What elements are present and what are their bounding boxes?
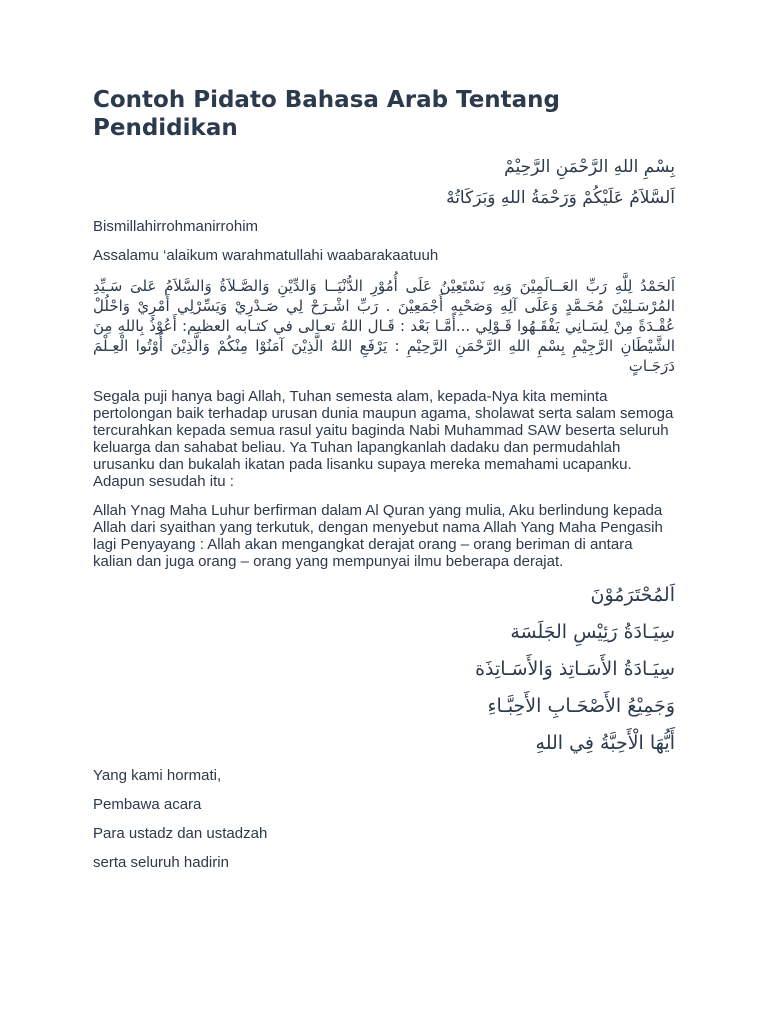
- salutation-arabic-list: [93, 582, 675, 756]
- muqaddimah-arabic: اَلحَمْدُ لِلَّهِ رَبِّ العَــالَمِيْنَ وَبِهِ نَسْتَعِيْنُ عَلَى أُمُوْرِ الدُّنْيَــا وَالدِّيْنِ وَالصَّـلاَةُ وَالسَّلاَمُ عَلىَ سَـيِّدِ المُرْسَـلِيْنَ مُحَـمَّدٍ وَعَلَى آلِهِ وَصَحْبِهِ أَجْمَعِيْنَ . رَبِّ اشْـرَحْ لِي صَـدْرِيْ وَيَسِّرْلِي أَمْرِيْ وَاحْلُلْ عُقْـدَةً مِنْ لِسَـانِي يَفْقَـهُوا قَـوْلِي ...أَمَّـا بَعْد : قَـال اللهُ تعـالى في كتـابه العظيم: أَعُوْذُ بِاللهِ مِنَ الشَّيْطَانِ الرَّجِيْمِ بِسْمِ اللهِ الرَّحْمَنِ الرَّحِيْمِ : يَرْفَعِ اللهُ الَّذِيْنَ آمَنُوْا مِنْكُمْ وَالَّذِيْنَ أُوْتُوا الْعِـلْمَ دَرَجَـاتٍ: [93, 277, 675, 375]
- salam-arabic: اَلسَّلاَمُ عَلَيْكُمْ وَرَحْمَةُ اللهِ وَبَرَكَاتُهْ: [446, 188, 675, 208]
- salutation-latin-line: Para ustadz dan ustadzah: [93, 825, 268, 842]
- salutation-latin-line: Pembawa acara: [93, 796, 202, 813]
- salutation-arabic-line: أَيُّهَا الْأَحِبَّةُ فِي اللهِ: [535, 732, 675, 754]
- salutation-arabic-line: سِيَـادَةُ رَئِيْسِ الجَلَسَة: [510, 621, 675, 643]
- basmalah-latin: Bismillahirrohmanirrohim: [93, 218, 259, 235]
- salutation-arabic-line: وَجَمِيْعُ الأَصْحَـابِ الأَحِبَّـاءِ: [487, 695, 675, 717]
- salutation-arabic-line: سِيَـادَةُ الأَسَـاتِذ وَالأَسَـاتِذَة: [475, 658, 675, 680]
- salutation-latin-line: Yang kami hormati,: [93, 767, 222, 784]
- basmalah-arabic: بِسْمِ اللهِ الرَّحْمَنِ الرَّحِيْمْ: [504, 157, 675, 177]
- salutation-arabic-line: اَلمُحْتَرَمُوْنَ: [590, 584, 675, 606]
- document-page: [93, 86, 675, 883]
- salam-latin: Assalamu ‘alaikum warahmatullahi waabarakaatuuh: [93, 247, 439, 264]
- paragraph-translation-2: Allah Ynag Maha Luhur berfirman dalam Al Quran yang mulia, Aku berlindung kepada Allah dari syaithan yang terkutuk, dengan menyebut nama Allah Yang Maha Pengasih lagi Penyayang : Allah akan mengangkat derajat orang – orang beriman di antara kalian dan juga orang – orang yang mempunyai ilmu beberapa derajat.: [93, 502, 663, 570]
- salutation-latin-line: serta seluruh hadirin: [93, 854, 229, 871]
- document-title: Contoh Pidato Bahasa Arab Tentang Pendidikan: [93, 87, 561, 141]
- paragraph-translation-1: Segala puji hanya bagi Allah, Tuhan semesta alam, kepada-Nya kita meminta pertolongan baik terhadap urusan dunia maupun agama, sholawat serta salam semoga tercurahkan kepada semua rasul yaitu baginda Nabi Muhammad SAW beserta seluruh keluarga dan sahabat beliau. Ya Tuhan lapangkanlah dadaku dan permudahlah urusanku dan bukalah ikatan pada lisanku supaya mereka memahami ucapanku. Adapun sesudah itu :: [93, 388, 674, 490]
- salutation-latin-list: [93, 767, 675, 871]
